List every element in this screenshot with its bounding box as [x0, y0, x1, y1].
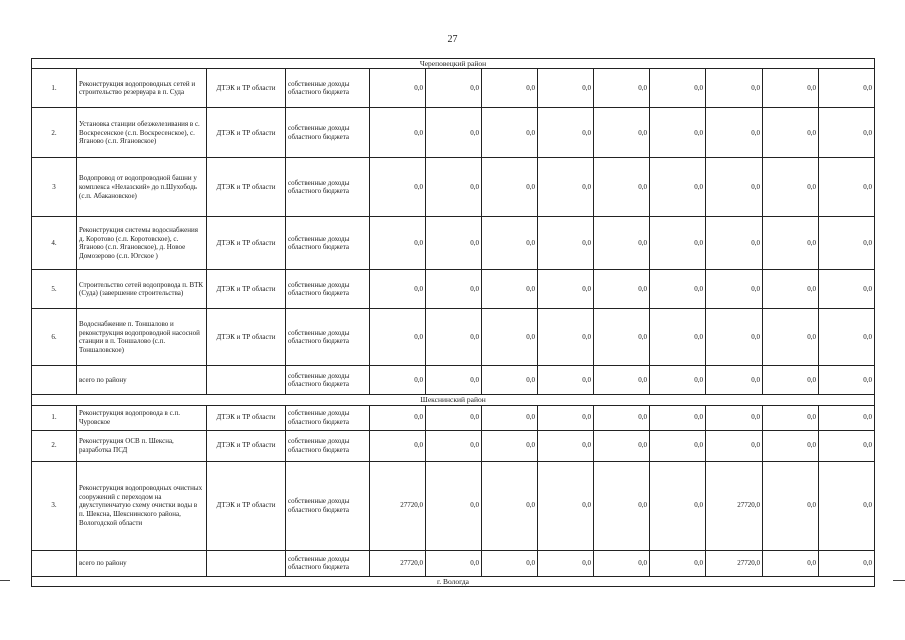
value-cell: 0,0	[482, 461, 538, 550]
value-cell: 0,0	[538, 69, 594, 108]
responsible-org: ДТЭК и ТР области	[207, 217, 286, 270]
value-cell: 0,0	[763, 430, 819, 461]
value-cell: 0,0	[426, 69, 482, 108]
value-cell: 0,0	[706, 430, 763, 461]
value-cell: 0,0	[538, 309, 594, 366]
object-name: всего по району	[77, 366, 207, 395]
value-cell: 0,0	[482, 108, 538, 158]
value-cell: 0,0	[426, 550, 482, 576]
row-number: 3.	[32, 461, 77, 550]
value-cell: 0,0	[426, 430, 482, 461]
value-cell: 0,0	[482, 270, 538, 309]
value-cell: 0,0	[482, 69, 538, 108]
row-number	[32, 366, 77, 395]
value-cell: 0,0	[538, 158, 594, 217]
row-number: 1.	[32, 405, 77, 430]
value-cell: 0,0	[538, 550, 594, 576]
responsible-org: ДТЭК и ТР области	[207, 430, 286, 461]
value-cell: 0,0	[819, 158, 875, 217]
budget-table	[31, 58, 875, 587]
table-row	[32, 108, 875, 158]
value-cell: 0,0	[594, 217, 650, 270]
row-number: 5.	[32, 270, 77, 309]
value-cell: 0,0	[763, 270, 819, 309]
value-cell: 0,0	[538, 270, 594, 309]
value-cell: 0,0	[763, 108, 819, 158]
funding-source: собственные доходы областного бюджета	[286, 550, 370, 576]
value-cell: 27720,0	[706, 461, 763, 550]
value-cell: 0,0	[538, 461, 594, 550]
value-cell: 0,0	[426, 366, 482, 395]
responsible-org	[207, 550, 286, 576]
value-cell: 27720,0	[706, 550, 763, 576]
value-cell: 0,0	[650, 217, 706, 270]
section-title: Шекснинский район	[32, 395, 875, 405]
value-cell: 0,0	[706, 309, 763, 366]
object-name: Реконструкция ОСВ п. Шексна, разработка ПСД	[77, 430, 207, 461]
table-row	[32, 405, 875, 430]
value-cell: 0,0	[819, 366, 875, 395]
object-name: Водоснабжение п. Тоншалово и реконструкция водопроводной насосной станции в п. Тоншалово (с.п. Тоншаловское)	[77, 309, 207, 366]
funding-source: собственные доходы областного бюджета	[286, 461, 370, 550]
value-cell: 0,0	[650, 430, 706, 461]
value-cell: 0,0	[370, 366, 426, 395]
value-cell: 0,0	[538, 405, 594, 430]
value-cell: 0,0	[370, 270, 426, 309]
value-cell: 0,0	[763, 366, 819, 395]
value-cell: 0,0	[482, 366, 538, 395]
value-cell: 27720,0	[370, 550, 426, 576]
value-cell: 0,0	[538, 108, 594, 158]
funding-source: собственные доходы областного бюджета	[286, 270, 370, 309]
responsible-org: ДТЭК и ТР области	[207, 309, 286, 366]
value-cell: 0,0	[370, 69, 426, 108]
value-cell: 0,0	[819, 461, 875, 550]
value-cell: 0,0	[370, 217, 426, 270]
value-cell: 0,0	[706, 366, 763, 395]
value-cell: 0,0	[763, 69, 819, 108]
object-name: Водопровод от водопроводной башни у комплекса «Нелазский» до п.Шухободь (с.п. Абакановское)	[77, 158, 207, 217]
funding-source: собственные доходы областного бюджета	[286, 217, 370, 270]
value-cell: 0,0	[706, 217, 763, 270]
value-cell: 0,0	[594, 108, 650, 158]
value-cell: 0,0	[650, 461, 706, 550]
value-cell: 0,0	[706, 69, 763, 108]
funding-source: собственные доходы областного бюджета	[286, 158, 370, 217]
value-cell: 0,0	[426, 270, 482, 309]
value-cell: 0,0	[482, 158, 538, 217]
value-cell: 0,0	[482, 405, 538, 430]
value-cell: 0,0	[706, 158, 763, 217]
value-cell: 0,0	[482, 550, 538, 576]
value-cell: 0,0	[706, 405, 763, 430]
page-number: 27	[447, 34, 458, 45]
table-row	[32, 217, 875, 270]
value-cell: 0,0	[706, 108, 763, 158]
value-cell: 0,0	[650, 108, 706, 158]
value-cell: 0,0	[426, 405, 482, 430]
responsible-org: ДТЭК и ТР области	[207, 158, 286, 217]
value-cell: 0,0	[594, 158, 650, 217]
responsible-org: ДТЭК и ТР области	[207, 405, 286, 430]
value-cell: 0,0	[819, 108, 875, 158]
value-cell: 0,0	[538, 217, 594, 270]
value-cell: 0,0	[763, 405, 819, 430]
responsible-org: ДТЭК и ТР области	[207, 108, 286, 158]
row-number: 2.	[32, 430, 77, 461]
table-row	[32, 270, 875, 309]
table-row	[32, 158, 875, 217]
object-name: Строительство сетей водопровода п. ВТК (Суда) (завершение строительства)	[77, 270, 207, 309]
value-cell: 0,0	[426, 309, 482, 366]
value-cell: 0,0	[370, 405, 426, 430]
value-cell: 0,0	[650, 270, 706, 309]
value-cell: 0,0	[538, 430, 594, 461]
value-cell: 0,0	[819, 309, 875, 366]
responsible-org	[207, 366, 286, 395]
value-cell: 0,0	[594, 461, 650, 550]
funding-source: собственные доходы областного бюджета	[286, 69, 370, 108]
value-cell: 0,0	[763, 550, 819, 576]
section-title: Череповецкий район	[32, 59, 875, 69]
value-cell: 0,0	[650, 69, 706, 108]
value-cell: 0,0	[819, 550, 875, 576]
object-name: Реконструкция водопроводных очистных сооружений с переходом на двухступенчатую схему очистки воды в п. Шексна, Шекснинского района, Вологодской области	[77, 461, 207, 550]
table-row	[32, 69, 875, 108]
object-name: Реконструкция водопровода в с.п. Чуровское	[77, 405, 207, 430]
value-cell: 0,0	[538, 366, 594, 395]
value-cell: 0,0	[763, 461, 819, 550]
section-title: г. Вологда	[32, 576, 875, 586]
value-cell: 0,0	[426, 158, 482, 217]
row-number: 6.	[32, 309, 77, 366]
value-cell: 0,0	[426, 217, 482, 270]
value-cell: 0,0	[819, 430, 875, 461]
value-cell: 0,0	[482, 309, 538, 366]
section-header-row	[32, 59, 875, 69]
value-cell: 0,0	[370, 309, 426, 366]
row-number	[32, 550, 77, 576]
responsible-org: ДТЭК и ТР области	[207, 270, 286, 309]
value-cell: 0,0	[819, 69, 875, 108]
value-cell: 0,0	[650, 309, 706, 366]
section-header-row	[32, 395, 875, 405]
value-cell: 27720,0	[370, 461, 426, 550]
right-margin-mark	[893, 580, 905, 581]
section-header-row	[32, 576, 875, 586]
total-row	[32, 550, 875, 576]
value-cell: 0,0	[650, 158, 706, 217]
row-number: 1.	[32, 69, 77, 108]
value-cell: 0,0	[482, 430, 538, 461]
value-cell: 0,0	[594, 309, 650, 366]
value-cell: 0,0	[594, 69, 650, 108]
value-cell: 0,0	[594, 430, 650, 461]
value-cell: 0,0	[819, 217, 875, 270]
value-cell: 0,0	[763, 309, 819, 366]
object-name: Реконструкция водопроводных сетей и строительство резервуара в п. Суда	[77, 69, 207, 108]
row-number: 4.	[32, 217, 77, 270]
value-cell: 0,0	[594, 366, 650, 395]
row-number: 2.	[32, 108, 77, 158]
value-cell: 0,0	[650, 405, 706, 430]
value-cell: 0,0	[819, 405, 875, 430]
value-cell: 0,0	[706, 270, 763, 309]
value-cell: 0,0	[763, 217, 819, 270]
value-cell: 0,0	[426, 461, 482, 550]
value-cell: 0,0	[426, 108, 482, 158]
value-cell: 0,0	[594, 550, 650, 576]
value-cell: 0,0	[763, 158, 819, 217]
value-cell: 0,0	[819, 270, 875, 309]
object-name: всего по району	[77, 550, 207, 576]
funding-source: собственные доходы областного бюджета	[286, 108, 370, 158]
value-cell: 0,0	[594, 405, 650, 430]
table-row	[32, 430, 875, 461]
value-cell: 0,0	[370, 158, 426, 217]
funding-source: собственные доходы областного бюджета	[286, 366, 370, 395]
object-name: Реконструкция системы водоснабжения д. Коротово (с.п. Коротовское), с. Яганово (с.п. Ягановское), д. Новое Домозерово (с.п. Югское )	[77, 217, 207, 270]
funding-source: собственные доходы областного бюджета	[286, 405, 370, 430]
object-name: Установка станции обезжелезивания в с. Воскресенское (с.п. Воскресенское), с. Яганово (с.п. Ягановское)	[77, 108, 207, 158]
value-cell: 0,0	[650, 550, 706, 576]
row-number: 3	[32, 158, 77, 217]
total-row	[32, 366, 875, 395]
table-row	[32, 461, 875, 550]
left-margin-mark	[0, 580, 10, 581]
funding-source: собственные доходы областного бюджета	[286, 430, 370, 461]
responsible-org: ДТЭК и ТР области	[207, 69, 286, 108]
table-row	[32, 309, 875, 366]
funding-source: собственные доходы областного бюджета	[286, 309, 370, 366]
value-cell: 0,0	[650, 366, 706, 395]
value-cell: 0,0	[370, 430, 426, 461]
responsible-org: ДТЭК и ТР области	[207, 461, 286, 550]
value-cell: 0,0	[370, 108, 426, 158]
value-cell: 0,0	[594, 270, 650, 309]
value-cell: 0,0	[482, 217, 538, 270]
